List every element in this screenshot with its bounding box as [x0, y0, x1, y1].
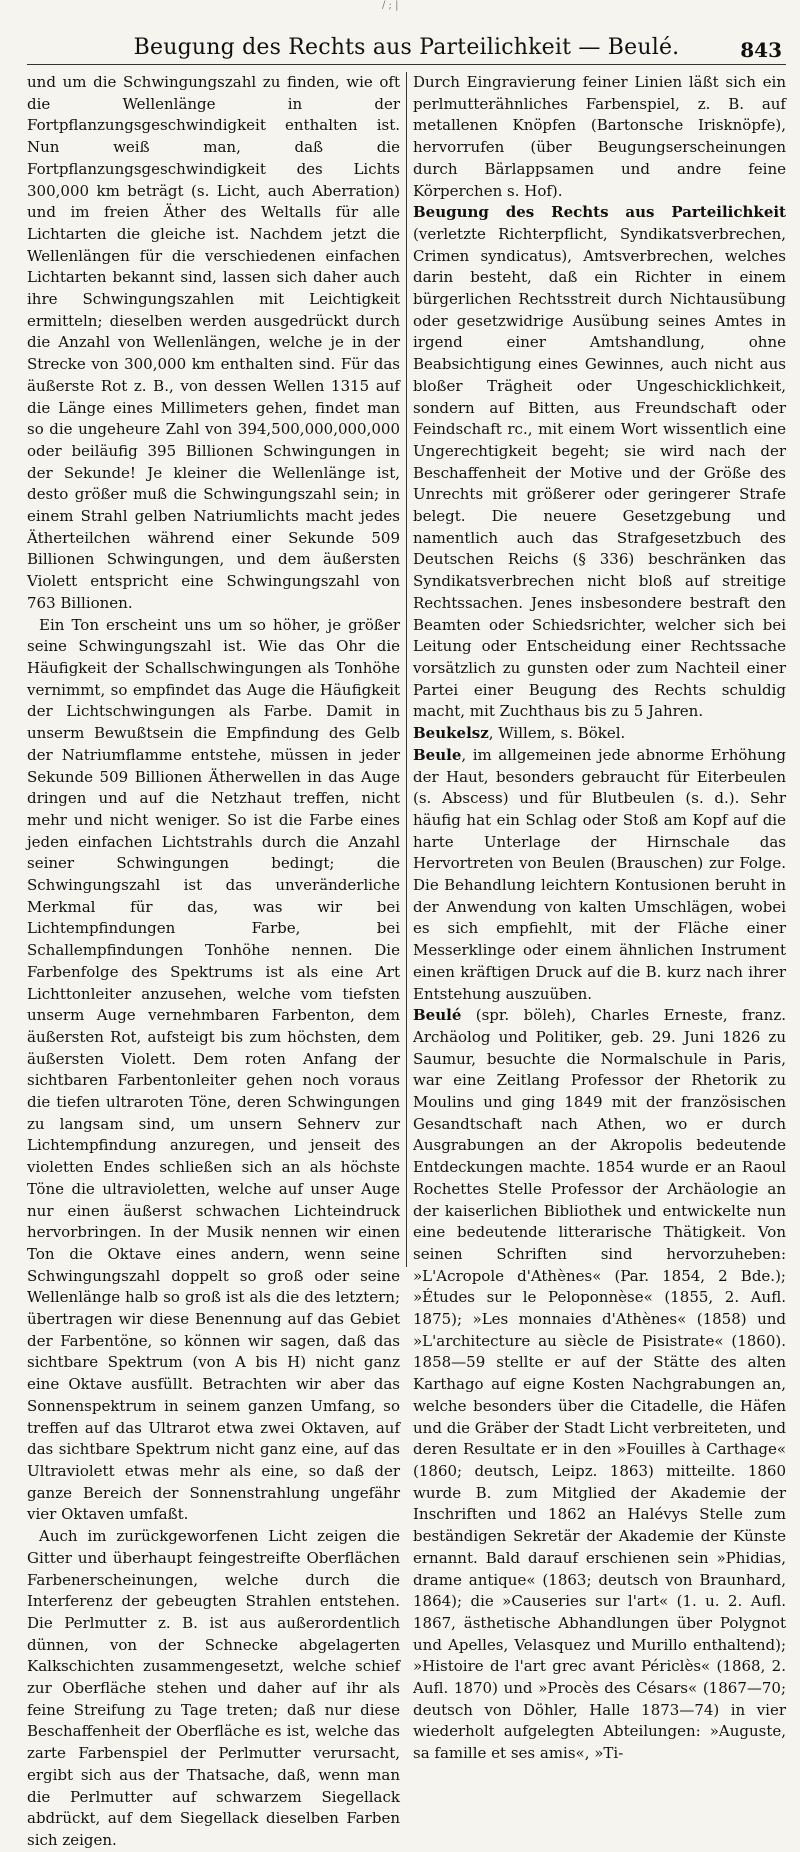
entry-headword: Beule	[413, 745, 462, 764]
paragraph: Durch Eingravierung feiner Linien läßt sich ein perlmutterähnliches Farbenspiel, z. B. auf metallenen Knöpfen (Bartonsche Irisknöpfe), hervorrufen (über Beugungserscheinungen durch Bärlappsamen und andre feine Körperchen s. Hof).	[413, 73, 786, 200]
text-columns	[27, 72, 786, 1849]
top-mark: / ; |	[382, 0, 399, 11]
running-title: Beugung des Rechts aus Parteilichkeit — Beulé.	[133, 34, 680, 60]
page-number: 843	[740, 38, 782, 62]
page-header	[27, 30, 786, 65]
entry-beule	[413, 745, 786, 1005]
entry-body: (verletzte Richterpflicht, Syndikatsverbrechen, Crimen syndicatus), Amtsverbrechen, welches darin besteht, daß ein Richter in einem bürgerlichen Rechtsstreit durch Nichtausübung oder gesetzwidrige Ausübung seines Amtes in irgend einer Amtshandlung, ohne Beabsichtigung eines Gewinnes, auch nicht aus bloßer Trägheit oder Ungeschicklichkeit, sondern auf Bitten, aus Freundschaft oder Feindschaft rc., mit einem Wort wissentlich eine Ungerechtigkeit begeht; sie wird nach der Beschaffenheit der Motive und der Größe des Unrechts mit größerer oder geringerer Strafe belegt. Die neuere Gesetzgebung und namentlich auch das Strafgesetzbuch des Deutschen Reichs (§ 336) beschränken das Syndikatsverbrechen nicht bloß auf streitige Rechtssachen. Jenes insbesondere bestraft den Beamten oder Schiedsrichter, welcher sich bei Leitung oder Entscheidung einer Rechtssache vorsätzlich zu gunsten oder zum Nachteil einer Partei einer Beugung des Rechts schuldig macht, mit Zuchthaus bis zu 5 Jahren.	[413, 224, 786, 721]
entry-headword: Beukelsz	[413, 724, 489, 743]
paragraph: Auch im zurückgeworfenen Licht zeigen die Gitter und überhaupt feingestreifte Oberflächen Farbenerscheinungen, welche durch die Interferenz der gebeugten Strahlen entstehen. Die Perlmutter z. B. ist aus außerordentlich dünnen, von der Schnecke abgelagerten Kalkschichten zusammengesetzt, welche schief zur Oberfläche stehen und daher auf ihr als feine Streifung zu Tage treten; daß nur diese Beschaffenheit der Oberfläche es ist, welche das zarte Farbenspiel der Perlmutter verursacht, ergibt sich aus der Thatsache, daß, wenn man die Perlmutter auf schwarzem Siegellack abdrückt, auf dem Siegellack dieselben Farben sich zeigen.	[27, 1527, 400, 1849]
entry-headword: Beulé	[413, 1006, 462, 1025]
entry-body: , im allgemeinen jede abnorme Erhöhung der Haut, besonders gebraucht für Eiterbeulen (s. Abscess) und für Blutbeulen (s. d.). Sehr häufig hat ein Schlag oder Stoß am Kopf auf die harte Unterlage der Hirnschale das Hervortreten von Beulen (Brauschen) zur Folge. Die Behandlung leichtern Kontusionen beruht in der Anwendung von kalten Umschlägen, wobei es sich empfiehlt, mit der Fläche einer Messerklinge oder einem ähnlichen Instrument einen kräftigen Druck auf die B. kurz nach ihrer Entstehung auszuüben.	[413, 745, 786, 1003]
entry-headword: Beugung des Rechts aus Parteilichkeit	[413, 203, 786, 222]
entry-beukelsz	[413, 723, 786, 745]
entry-beule-person	[413, 1005, 786, 1765]
paragraph: Ein Ton erscheint uns um so höher, je größer seine Schwingungszahl ist. Wie das Ohr die Häufigkeit der Schallschwingungen als Tonhöhe vernimmt, so empfindet das Auge die Häufigkeit der Lichtschwingungen als Farbe. Damit in unserm Bewußtsein die Empfindung des Gelb der Natriumflamme entstehe, müssen in jeder Sekunde 509 Billionen Ätherwellen in das Auge dringen und auf die Netzhaut treffen, nicht mehr und nicht weniger. So ist die Farbe eines jeden einfachen Lichtstrahls durch die Anzahl seiner Schwingungen bedingt; die Schwingungszahl ist das unveränderliche Merkmal für das, was wir bei Lichtempfindungen Farbe, bei Schallempfindungen Tonhöhe nennen. Die Farbenfolge des Spektrums ist als eine Art Lichttonleiter anzusehen, welche vom tiefsten unserm Auge vernehmbaren Farbenton, dem äußersten Rot, aufsteigt bis zum höchsten, dem äußersten Violett. Dem roten Anfang der sichtbaren Farbentonleiter gehen noch voraus die tiefen ultraroten Töne, deren Schwingungen zu langsam sind, um unsern Sehnerv zur Lichtempfindung anzuregen, und jenseit des violetten Endes schließen sich an als höchste Töne die ultravioletten, welche auf unser Auge nur einen äußerst schwachen Lichteindruck hervorbringen. In der Musik nennen wir einen Ton die Oktave eines andern, wenn seine Schwingungszahl doppelt so groß oder seine Wellenlänge halb so groß ist als die des letztern; übertragen wir diese Benennung auf das Gebiet der Farbentöne, so können wir sagen, daß das sichtbare Spektrum (von A bis H) nicht ganz eine Oktave ausfüllt. Betrachten wir aber das Sonnenspektrum in seinem ganzen Umfang, so treffen auf das Ultrarot etwa zwei Oktaven, auf das sichtbare Spektrum nicht ganz eine, auf das Ultraviolett etwas mehr als eine, so daß der ganze Bereich der Sonnenstrahlung ungefähr vier Oktaven umfaßt.	[27, 615, 400, 1524]
right-column	[406, 72, 786, 1763]
entry-beugung	[413, 202, 786, 723]
paragraph: und um die Schwingungszahl zu finden, wie oft die Wellenlänge in der Fortpflanzungsgeschwindigkeit enthalten ist. Nun weiß man, daß die Fortpflanzungsgeschwindigkeit des Lichts 300,000 km beträgt (s. Licht, auch Aberration) und im freien Äther des Weltalls für alle Lichtarten die gleiche ist. Nachdem jetzt die Wellenlängen für die verschiedenen einfachen Lichtarten bekannt sind, lassen sich daher auch ihre Schwingungszahlen mit Leichtigkeit ermitteln; dieselben werden ausgedrückt durch die Anzahl von Wellenlängen, welche je in der Strecke von 300,000 km enthalten sind. Für das äußerste Rot z. B., von dessen Wellen 1315 auf die Länge eines Millimeters gehen, findet man so die ungeheure Zahl von 394,500,000,000,000 oder beiläufig 395 Billionen Schwingungen in der Sekunde! Je kleiner die Wellenlänge ist, desto größer muß die Schwingungszahl sein; in einem Strahl gelben Natriumlichts macht jedes Ätherteilchen während einer Sekunde 509 Billionen Schwingungen, und dem äußersten Violett entspricht eine Schwingungszahl von 763 Billionen.	[27, 73, 400, 612]
left-column	[27, 72, 406, 1849]
entry-body: (spr. böleh), Charles Erneste, franz. Archäolog und Politiker, geb. 29. Juni 1826 zu Saumur, besuchte die Normalschule in Paris, war eine Zeitlang Professor der Rhetorik zu Moulins und ging 1849 mit der französischen Gesandtschaft nach Athen, wo er durch Ausgrabungen an der Akropolis bedeutende Entdeckungen machte. 1854 wurde er an Raoul Rochettes Stelle Professor der Archäologie an der kaiserlichen Bibliothek und entwickelte nun eine bedeutende litterarische Thätigkeit. Von seinen Schriften sind hervorzuheben: »L'Acropole d'Athènes« (Par. 1854, 2 Bde.); »Études sur le Peloponnèse« (1855, 2. Aufl. 1875); »Les monnaies d'Athènes« (1858) und »L'architecture au siècle de Pisistrate« (1860). 1858—59 stellte er auf der Stätte des alten Karthago auf eigne Kosten Nachgrabungen an, welche besonders über die Citadelle, die Häfen und die Gräber der Stadt Licht verbreiteten, und deren Resultate er in den »Fouilles à Carthage« (1860; deutsch, Leipz. 1863) mitteilte. 1860 wurde B. zum Mitglied der Akademie der Inschriften und 1862 an Halévys Stelle zum beständigen Sekretär der Akademie der Künste ernannt. Bald darauf erschienen sein »Phidias, drame antique« (1863; deutsch von Braunhard, 1864); die »Causeries sur l'art« (1. u. 2. Aufl. 1867, ästhetische Abhandlungen über Polygnot und Apelles, Velasquez und Murillo enthaltend); »Histoire de l'art grec avant Périclès« (1868, 2. Aufl. 1870) und »Procès des Césars« (1867—70; deutsch von Döhler, Halle 1873—74) in vier wiederholt aufgelegten Abteilungen: »Auguste, sa famille et ses amis«, »Ti-	[413, 1006, 786, 1763]
entry-body: , Willem, s. Bökel.	[488, 724, 626, 743]
